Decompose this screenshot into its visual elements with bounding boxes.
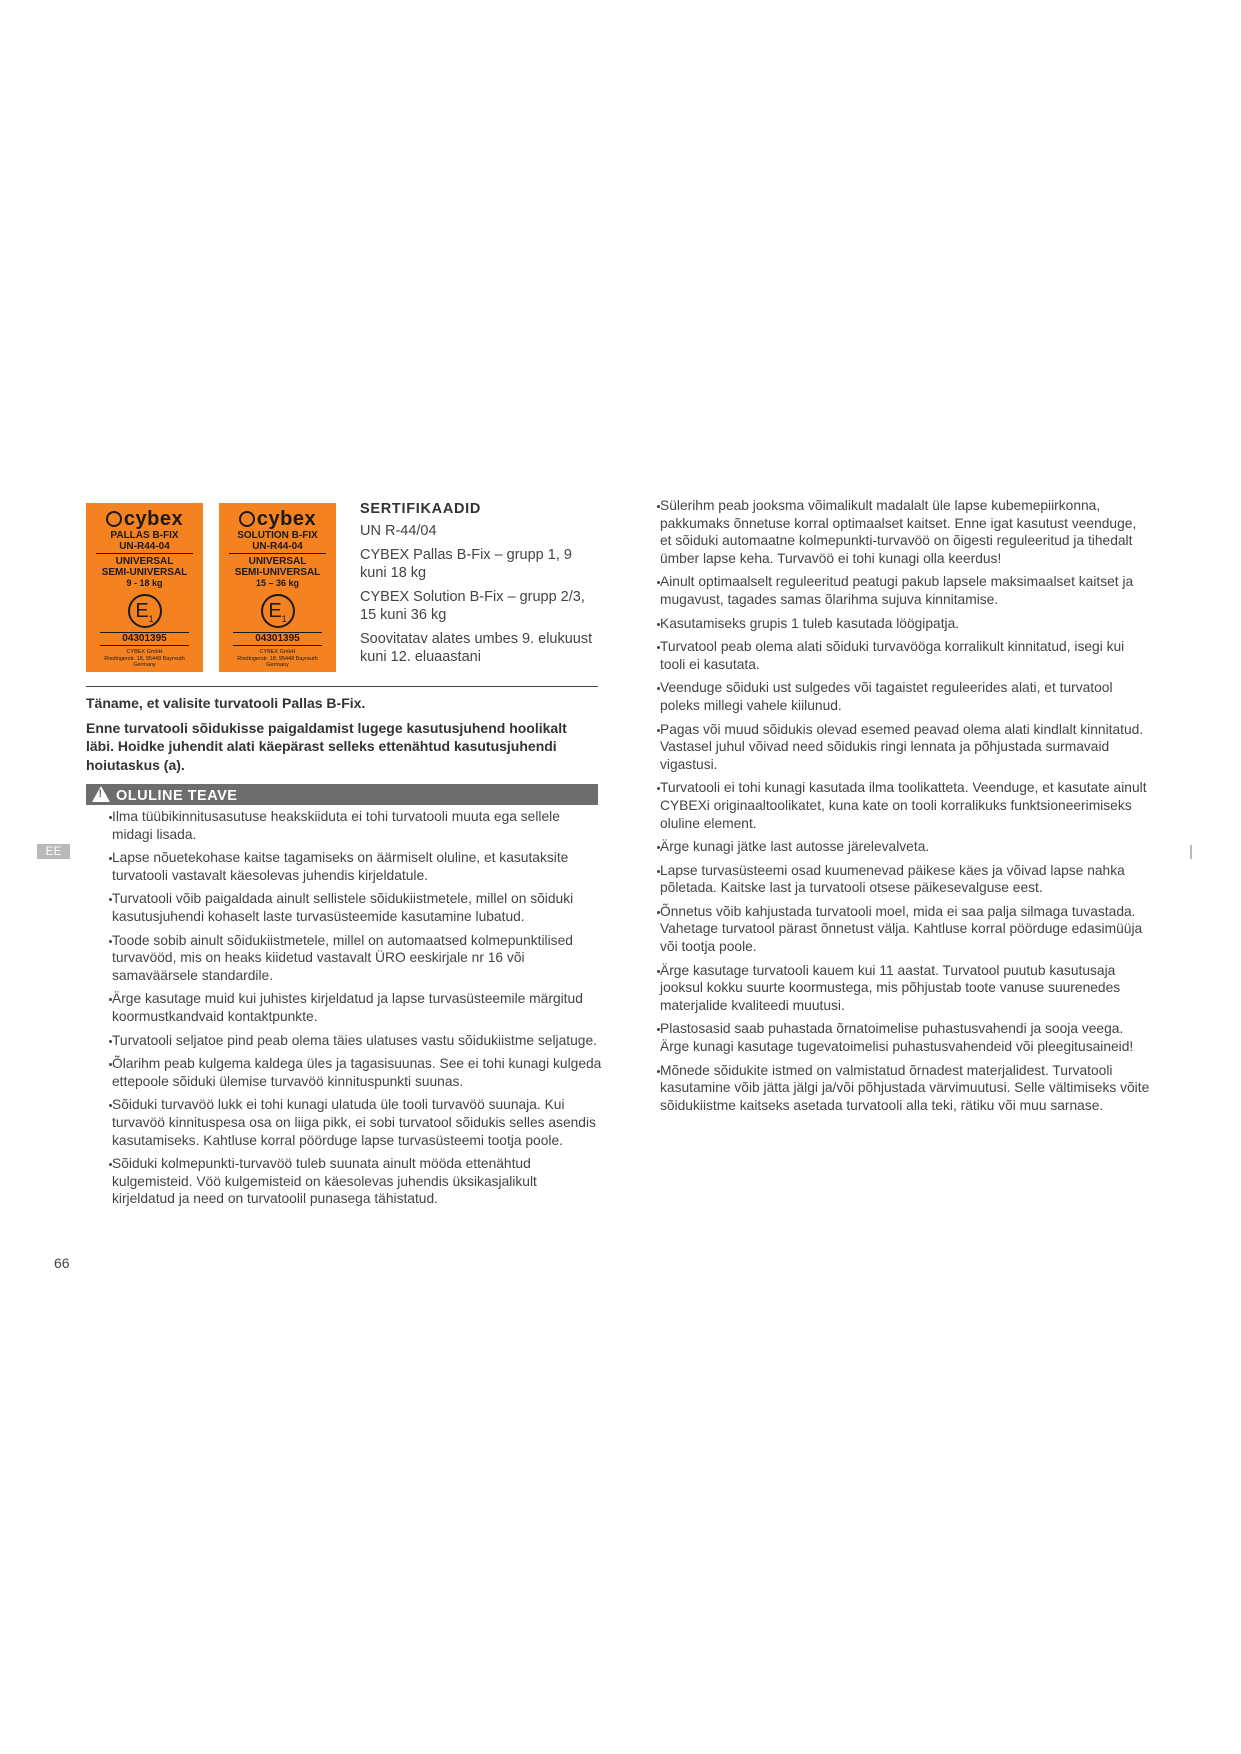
cybex-logo: cybex [86,509,203,529]
list-item: Ärge kasutage muid kui juhistes kirjeldatud ja lapse turvasüsteemile märgitud koormustkandvaid kontaktpunkte. [112,990,602,1025]
label-class-semi: SEMI-UNIVERSAL [101,567,188,578]
label-model: PALLAS B-FIX [110,530,179,541]
warning-icon [92,786,110,802]
cybex-logo-icon [239,511,255,527]
important-list-left [112,808,602,1214]
label-standard: UN-R44-04 [229,541,326,554]
label-approval-number: 04301395 [100,632,189,646]
divider [86,686,598,687]
cybex-logo-icon [106,511,122,527]
certificates-standard: UN R-44/04 [360,523,437,539]
cybex-logo: cybex [219,509,336,529]
important-list-right [660,497,1150,1120]
e-mark-icon: $E_1$ [128,594,162,628]
list-item: Turvatooli võib paigaldada ainult sellistele sõidukiistmetele, millel on sõiduki kasutusjuhendi kohaselt laste turvasüsteemide kasutamine lubatud. [112,890,602,925]
certificates-age: Soovitatav alates umbes 9. elukuust kuni 12. eluaastani [360,631,593,665]
page-number: 66 [54,1255,70,1271]
list-item: Pagas või muud sõidukis olevad esemed peavad olema alati kindlalt kinnitatud. Vastasel juhul võivad need sõidukis ringi lennata ja põhjustada surmavaid vigastusi. [660,721,1150,774]
label-model: SOLUTION B-FIX [237,530,318,541]
certificates-solution: CYBEX Solution B-Fix – grupp 2/3, 15 kuni 36 kg [360,589,585,623]
intro-thanks: Täname, et valisite turvatooli Pallas B-Fix. [86,695,366,711]
important-heading-bar [86,784,598,805]
e-mark-icon: $E_1$ [261,594,295,628]
label-class-semi: SEMI-UNIVERSAL [234,567,321,578]
certificates-section [360,500,600,672]
approval-label-pallas [86,503,203,672]
language-tab: EE [37,844,70,859]
label-class: UNIVERSAL [248,556,307,567]
list-item: Turvatooli seljatoe pind peab olema täies ulatuses vastu sõidukiistme seljatuge. [112,1032,602,1050]
label-class: UNIVERSAL [115,556,174,567]
label-maker: CYBEX GmbH Riedingerstr. 18, 95448 Bayreuth Germany [104,649,185,668]
label-weight: 15 – 36 kg [255,578,300,588]
list-item: Toode sobib ainult sõidukiistmetele, millel on automaatsed kolmepunktilised turvavööd, mis on heaks kiidetud vastavalt ÜRO eeskirjale nr 16 või samaväärsele standardile. [112,932,602,985]
list-item: Ärge kunagi jätke last autosse järelevalveta. [660,838,1150,856]
edge-marker [1190,845,1192,859]
list-item: Ärge kasutage turvatooli kauem kui 11 aastat. Turvatool puutub kasutusaja jooksul kokku suurte koormustega, mis põhjustab toote vanuse suurenedes materjalide kvaliteedi muutusi. [660,962,1150,1015]
list-item: Turvatooli ei tohi kunagi kasutada ilma toolikatteta. Veenduge, et kasutate ainult CYBEXi originaaltoolikatet, kuna kate on tooli korralikuks funktsioneerimiseks oluline element. [660,779,1150,832]
certificates-pallas: CYBEX Pallas B-Fix – grupp 1, 9 kuni 18 kg [360,547,572,581]
intro-read: Enne turvatooli sõidukisse paigaldamist lugege kasutusjuhend hoolikalt läbi. Hoidke juhendit alati käepärast selleks ettenähtud kasutusjuhendi hoiutaskus (a). [86,719,567,773]
list-item: Sõiduki kolmepunkti-turvavöö tuleb suunata ainult mööda ettenähtud kulgemisteid. Vöö kulgemisteid on käesolevas juhendis üksikasjalikult kirjeldatud ja need on turvatoolil punasega tähistatud. [112,1155,602,1208]
list-item: Lapse turvasüsteemi osad kuumenevad päikese käes ja võivad lapse nahka põletada. Kaitske last ja turvatooli otsese päikesevalguse eest. [660,862,1150,897]
list-item: Lapse nõuetekohase kaitse tagamiseks on äärmiselt oluline, et kasutaksite turvatooli vastavalt käesolevas juhendis kirjeldatule. [112,849,602,884]
list-item: Kasutamiseks grupis 1 tuleb kasutada löögipatja. [660,615,1150,633]
intro-section [86,694,598,780]
label-approval-number: 04301395 [233,632,322,646]
certificates-heading: SERTIFIKAADID [360,501,482,517]
list-item: Veenduge sõiduki ust sulgedes või tagaistet reguleerides alati, et turvatool poleks millegi vahele kiilunud. [660,679,1150,714]
label-maker: CYBEX GmbH Riedingerstr. 18, 95448 Bayreuth Germany [237,649,318,668]
list-item: Mõnede sõidukite istmed on valmistatud õrnadest materjalidest. Turvatooli kasutamine võib jätta jälgi ja/või põhjustada värvimuutusi. Selle vältimiseks võite sõidukiistme kaitseks asetada turvatooli alla teki, rätiku või muu sarnase. [660,1062,1150,1113]
important-heading: OLULINE TEAVE [116,788,238,804]
label-weight: 9 - 18 kg [126,578,163,588]
list-item: Turvatool peab olema alati sõiduki turvavööga korralikult kinnitatud, isegi kui tooli ei kasutata. [660,638,1150,673]
list-item: Ainult optimaalselt reguleeritud peatugi pakub lapsele maksimaalset kaitset ja mugavust, tagades samas õlarihma sujuva kinnitamise. [660,573,1150,608]
list-item: Sülerihm peab jooksma võimalikult madalalt üle lapse kubemepiirkonna, pakkumaks õnnetuse korral optimaalset kaitset. Enne igat kasutust veenduge, et sõiduki automaatne kolmepunkti-turvavöö on õigesti reguleeritud ja tihedalt ümber lapse keha. Turvavöö ei tohi kunagi olla keerdus! [660,497,1150,567]
list-item: Õlarihm peab kulgema kaldega üles ja tagasisuunas. See ei tohi kunagi kulgeda ettepoole sõiduki ülemise turvavöö kinnituspunkti suunas. [112,1056,602,1089]
list-item: Plastosasid saab puhastada õrnatoimelise puhastusvahendi ja sooja veega. Ärge kunagi kasutage tugevatoimelisi puhastusvahendeid või pleegitusaineid! [660,1020,1150,1055]
label-standard: UN-R44-04 [96,541,193,554]
list-item: Ilma tüübikinnitusasutuse heakskiiduta ei tohi turvatooli muuta ega sellele midagi lisada. [112,808,602,843]
list-item: Õnnetus võib kahjustada turvatooli moel, mida ei saa palja silmaga tuvastada. Vahetage turvatool pärast õnnetust välja. Kahtluse korral pöörduge edasimüüja või tootja poole. [660,903,1150,956]
list-item: Sõiduki turvavöö lukk ei tohi kunagi ulatuda üle tooli turvavöö suunaja. Kui turvavöö kinnituspesa osa on liiga pikk, ei sobi turvatool sõidukis selles asendis kasutamiseks. Kahtluse korral pöörduge lapse turvasüsteemi tootja poole. [112,1096,602,1149]
approval-label-solution [219,503,336,672]
